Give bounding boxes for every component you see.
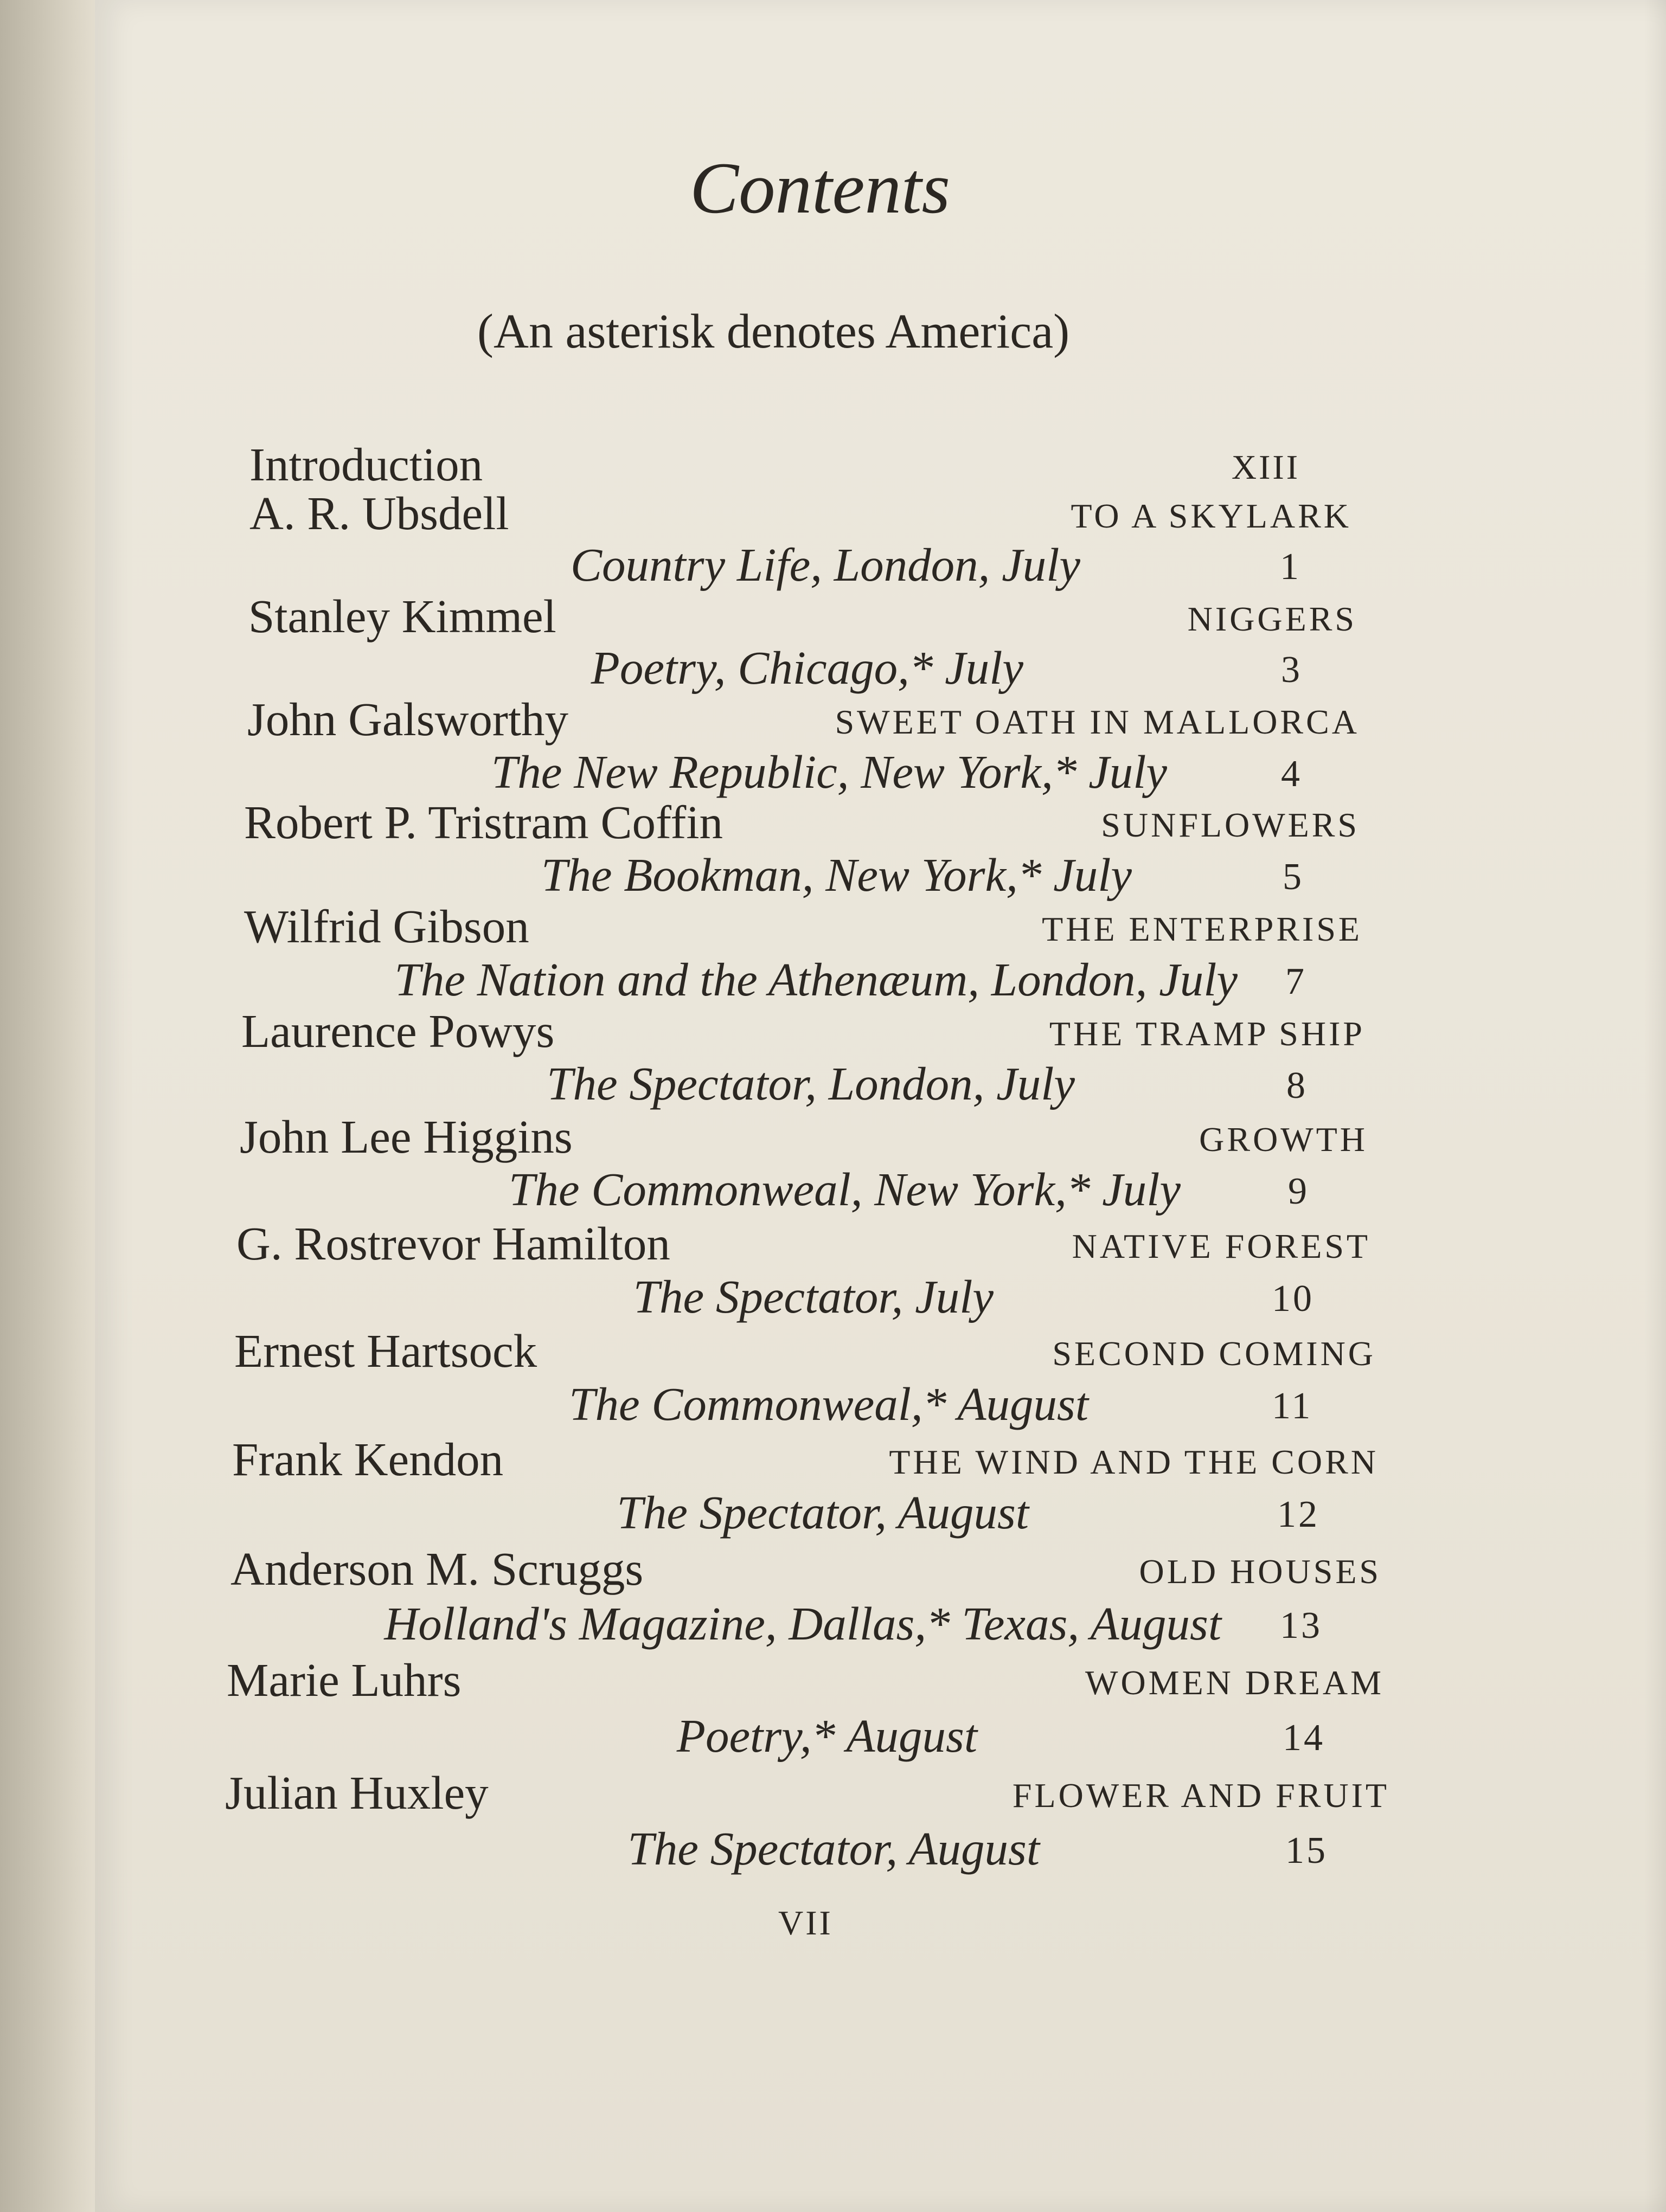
toc-source-row: [0, 1705, 1666, 1762]
toc-entry: [0, 1762, 1666, 1819]
toc-page-number: 3: [1281, 649, 1302, 691]
toc-source: Poetry,* August: [676, 1709, 977, 1762]
toc-source: The Spectator, August: [627, 1822, 1040, 1875]
toc-author: G. Rostrevor Hamilton: [236, 1217, 670, 1270]
toc-source: The Spectator, London, July: [547, 1057, 1075, 1110]
toc-author: Laurence Powys: [241, 1005, 555, 1057]
toc-author: Frank Kendon: [232, 1433, 504, 1486]
toc-poem-title: SECOND COMING: [1052, 1334, 1376, 1373]
page-title: Contents: [690, 148, 951, 229]
toc-author: Anderson M. Scruggs: [230, 1542, 644, 1595]
toc-author: John Galsworthy: [247, 693, 569, 745]
toc-page-number: 14: [1283, 1717, 1325, 1759]
toc-source: Holland's Magazine, Dallas,* Texas, August: [384, 1597, 1221, 1650]
toc-source-row: [0, 1373, 1666, 1430]
toc-source: The Commonweal, New York,* July: [509, 1163, 1181, 1216]
toc-poem-title: OLD HOUSES: [1139, 1552, 1381, 1591]
toc-page-number: 1: [1280, 546, 1301, 588]
toc-poem-title: FLOWER AND FRUIT: [1012, 1776, 1389, 1815]
toc-poem-title: NIGGERS: [1187, 600, 1357, 638]
toc-poem-title: SUNFLOWERS: [1101, 806, 1360, 844]
toc-source: The Bookman, New York,* July: [541, 848, 1132, 901]
toc-entry: [0, 896, 1666, 953]
toc-source: The Commonweal,* August: [569, 1378, 1088, 1430]
toc-poem-title: WOMEN DREAM: [1085, 1663, 1384, 1702]
toc-entry: [0, 1429, 1666, 1486]
toc-page-number: 9: [1288, 1171, 1309, 1212]
toc-page-number: 5: [1283, 856, 1304, 898]
toc-poem-title: SWEET OATH IN MALLORCA: [835, 703, 1360, 741]
toc-entry: [0, 1106, 1666, 1163]
toc-source: The Spectator, August: [617, 1486, 1029, 1539]
toc-author: Wilfrid Gibson: [244, 900, 529, 953]
toc-author: Robert P. Tristram Coffin: [244, 796, 723, 848]
toc-source-row: [0, 1053, 1666, 1110]
toc-source-row: [0, 1593, 1666, 1650]
toc-page-number: 4: [1281, 753, 1302, 795]
toc-source: The New Republic, New York,* July: [491, 745, 1167, 798]
toc-source-row: [0, 1159, 1666, 1216]
toc-source-row: [0, 844, 1666, 901]
toc-source-row: [0, 741, 1666, 798]
toc-entry: [0, 1000, 1666, 1057]
toc-page-number: 13: [1280, 1605, 1322, 1647]
toc-source-row: [0, 637, 1666, 694]
toc-entry: [0, 586, 1666, 640]
toc-page-number: 7: [1285, 961, 1306, 1002]
toc-author: Marie Luhrs: [227, 1654, 462, 1706]
toc-introduction-page: XIII: [1231, 448, 1300, 486]
toc-author: Ernest Hartsock: [234, 1324, 537, 1377]
toc-poem-title: GROWTH: [1199, 1120, 1368, 1159]
toc-poem-title: THE WIND AND THE CORN: [889, 1443, 1379, 1481]
toc-entry: [0, 1649, 1666, 1706]
toc-author: Julian Huxley: [225, 1766, 489, 1819]
toc-poem-title: NATIVE FOREST: [1072, 1227, 1370, 1265]
toc-poem-title: TO A SKYLARK: [1071, 497, 1351, 535]
toc-source-row: [0, 1818, 1666, 1875]
toc-source: The Spectator, July: [633, 1270, 994, 1323]
toc-entry: [0, 689, 1666, 743]
toc-entry: [0, 1213, 1666, 1270]
toc-author: John Lee Higgins: [240, 1110, 573, 1163]
toc-source: Poetry, Chicago,* July: [591, 641, 1023, 694]
toc-entry: [0, 1538, 1666, 1595]
toc-page-number: 11: [1272, 1385, 1313, 1427]
toc-source-row: [0, 534, 1666, 591]
toc-source-row: [0, 1482, 1666, 1539]
toc-poem-title: THE ENTERPRISE: [1042, 910, 1362, 948]
toc-author: Stanley Kimmel: [248, 590, 556, 642]
toc-author: A. R. Ubsdell: [249, 487, 509, 539]
toc-source: Country Life, London, July: [570, 538, 1080, 591]
toc-source-row: [0, 1266, 1666, 1323]
toc-poem-title: THE TRAMP SHIP: [1049, 1014, 1365, 1053]
toc-source-row: [0, 949, 1666, 1006]
toc-entry: [0, 1320, 1666, 1377]
page-folio: VII: [778, 1904, 833, 1942]
toc-introduction-row: [0, 434, 1666, 491]
toc-page-number: 15: [1285, 1830, 1328, 1872]
toc-page-number: 12: [1277, 1494, 1319, 1535]
toc-source: The Nation and the Athenæum, London, July: [394, 953, 1238, 1006]
asterisk-note: (An asterisk denotes America): [477, 305, 1070, 358]
toc-page-number: 10: [1272, 1278, 1314, 1320]
toc-entry: [0, 483, 1666, 537]
toc-entry: [0, 792, 1666, 846]
toc-introduction-label: Introduction: [249, 438, 483, 491]
toc-page-number: 8: [1286, 1065, 1308, 1107]
